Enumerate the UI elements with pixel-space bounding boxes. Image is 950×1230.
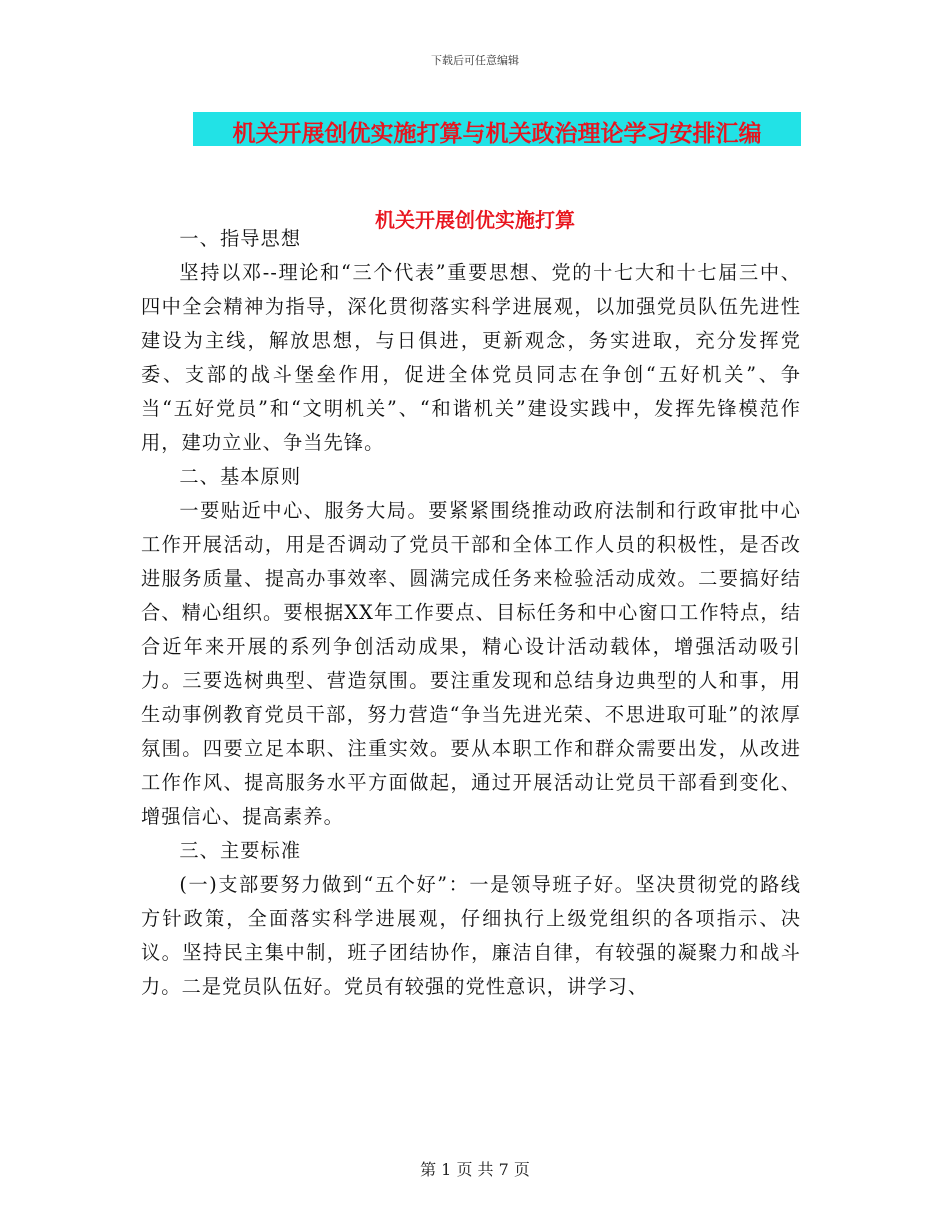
paragraph-guiding-thought: 坚持以邓--理论和“三个代表”重要思想、党的十七大和十七届三中、四中全会精神为指导，深化贯彻落实科学进展观，以加强党员队伍先进性建设为主线，解放思想，与日俱进，更新观念，务实进取，充分发挥党委、支部的战斗堡垒作用，促进全体党员同志在争创“五好机关”、争当“五好党员”和“文明机关”、“和谐机关”建设实践中，发挥先锋模范作用，建功立业、争当先锋。 — [141, 261, 801, 454]
page-number-footer: 第 1 页 共 7 页 — [420, 1160, 530, 1179]
heading-main-standards: 三、主要标准 — [179, 839, 302, 862]
page-header-note: 下载后可任意编辑 — [431, 54, 519, 67]
document-title: 机关开展创优实施打算与机关政治理论学习安排汇编 — [232, 121, 762, 147]
heading-guiding-thought: 一、指导思想 — [179, 227, 302, 250]
section-title: 机关开展创优实施打算 — [375, 208, 575, 232]
paragraph-basic-principles: 一要贴近中心、服务大局。要紧紧围绕推动政府法制和行政审批中心工作开展活动，用是否调动了党员干部和全体工作人员的积极性，是否改进服务质量、提高办事效率、圆满完成任务来检验活动成效。二要搞好结合、精心组织。要根据XX年工作要点、目标任务和中心窗口工作特点，结合近年来开展的系列争创活动成果，精心设计活动载体，增强活动吸引力。三要选树典型、营造氛围。要注重发现和总结身边典型的人和事，用生动事例教育党员干部，努力营造“争当先进光荣、不思进取可耻”的浓厚氛围。四要立足本职、注重实效。要从本职工作和群众需要出发，从改进工作作风、提高服务水平方面做起，通过开展活动让党员干部看到变化、增强信心、提高素养。 — [141, 499, 801, 828]
document-body — [141, 222, 801, 1004]
paragraph-main-standards: (一)支部要努力做到“五个好”：一是领导班子好。坚决贯彻党的路线方针政策，全面落实科学进展观，仔细执行上级党组织的各项指示、决议。坚持民主集中制，班子团结协作，廉洁自律，有较强的凝聚力和战斗力。二是党员队伍好。党员有较强的党性意识，讲学习、 — [141, 873, 801, 998]
heading-basic-principles: 二、基本原则 — [179, 465, 302, 488]
